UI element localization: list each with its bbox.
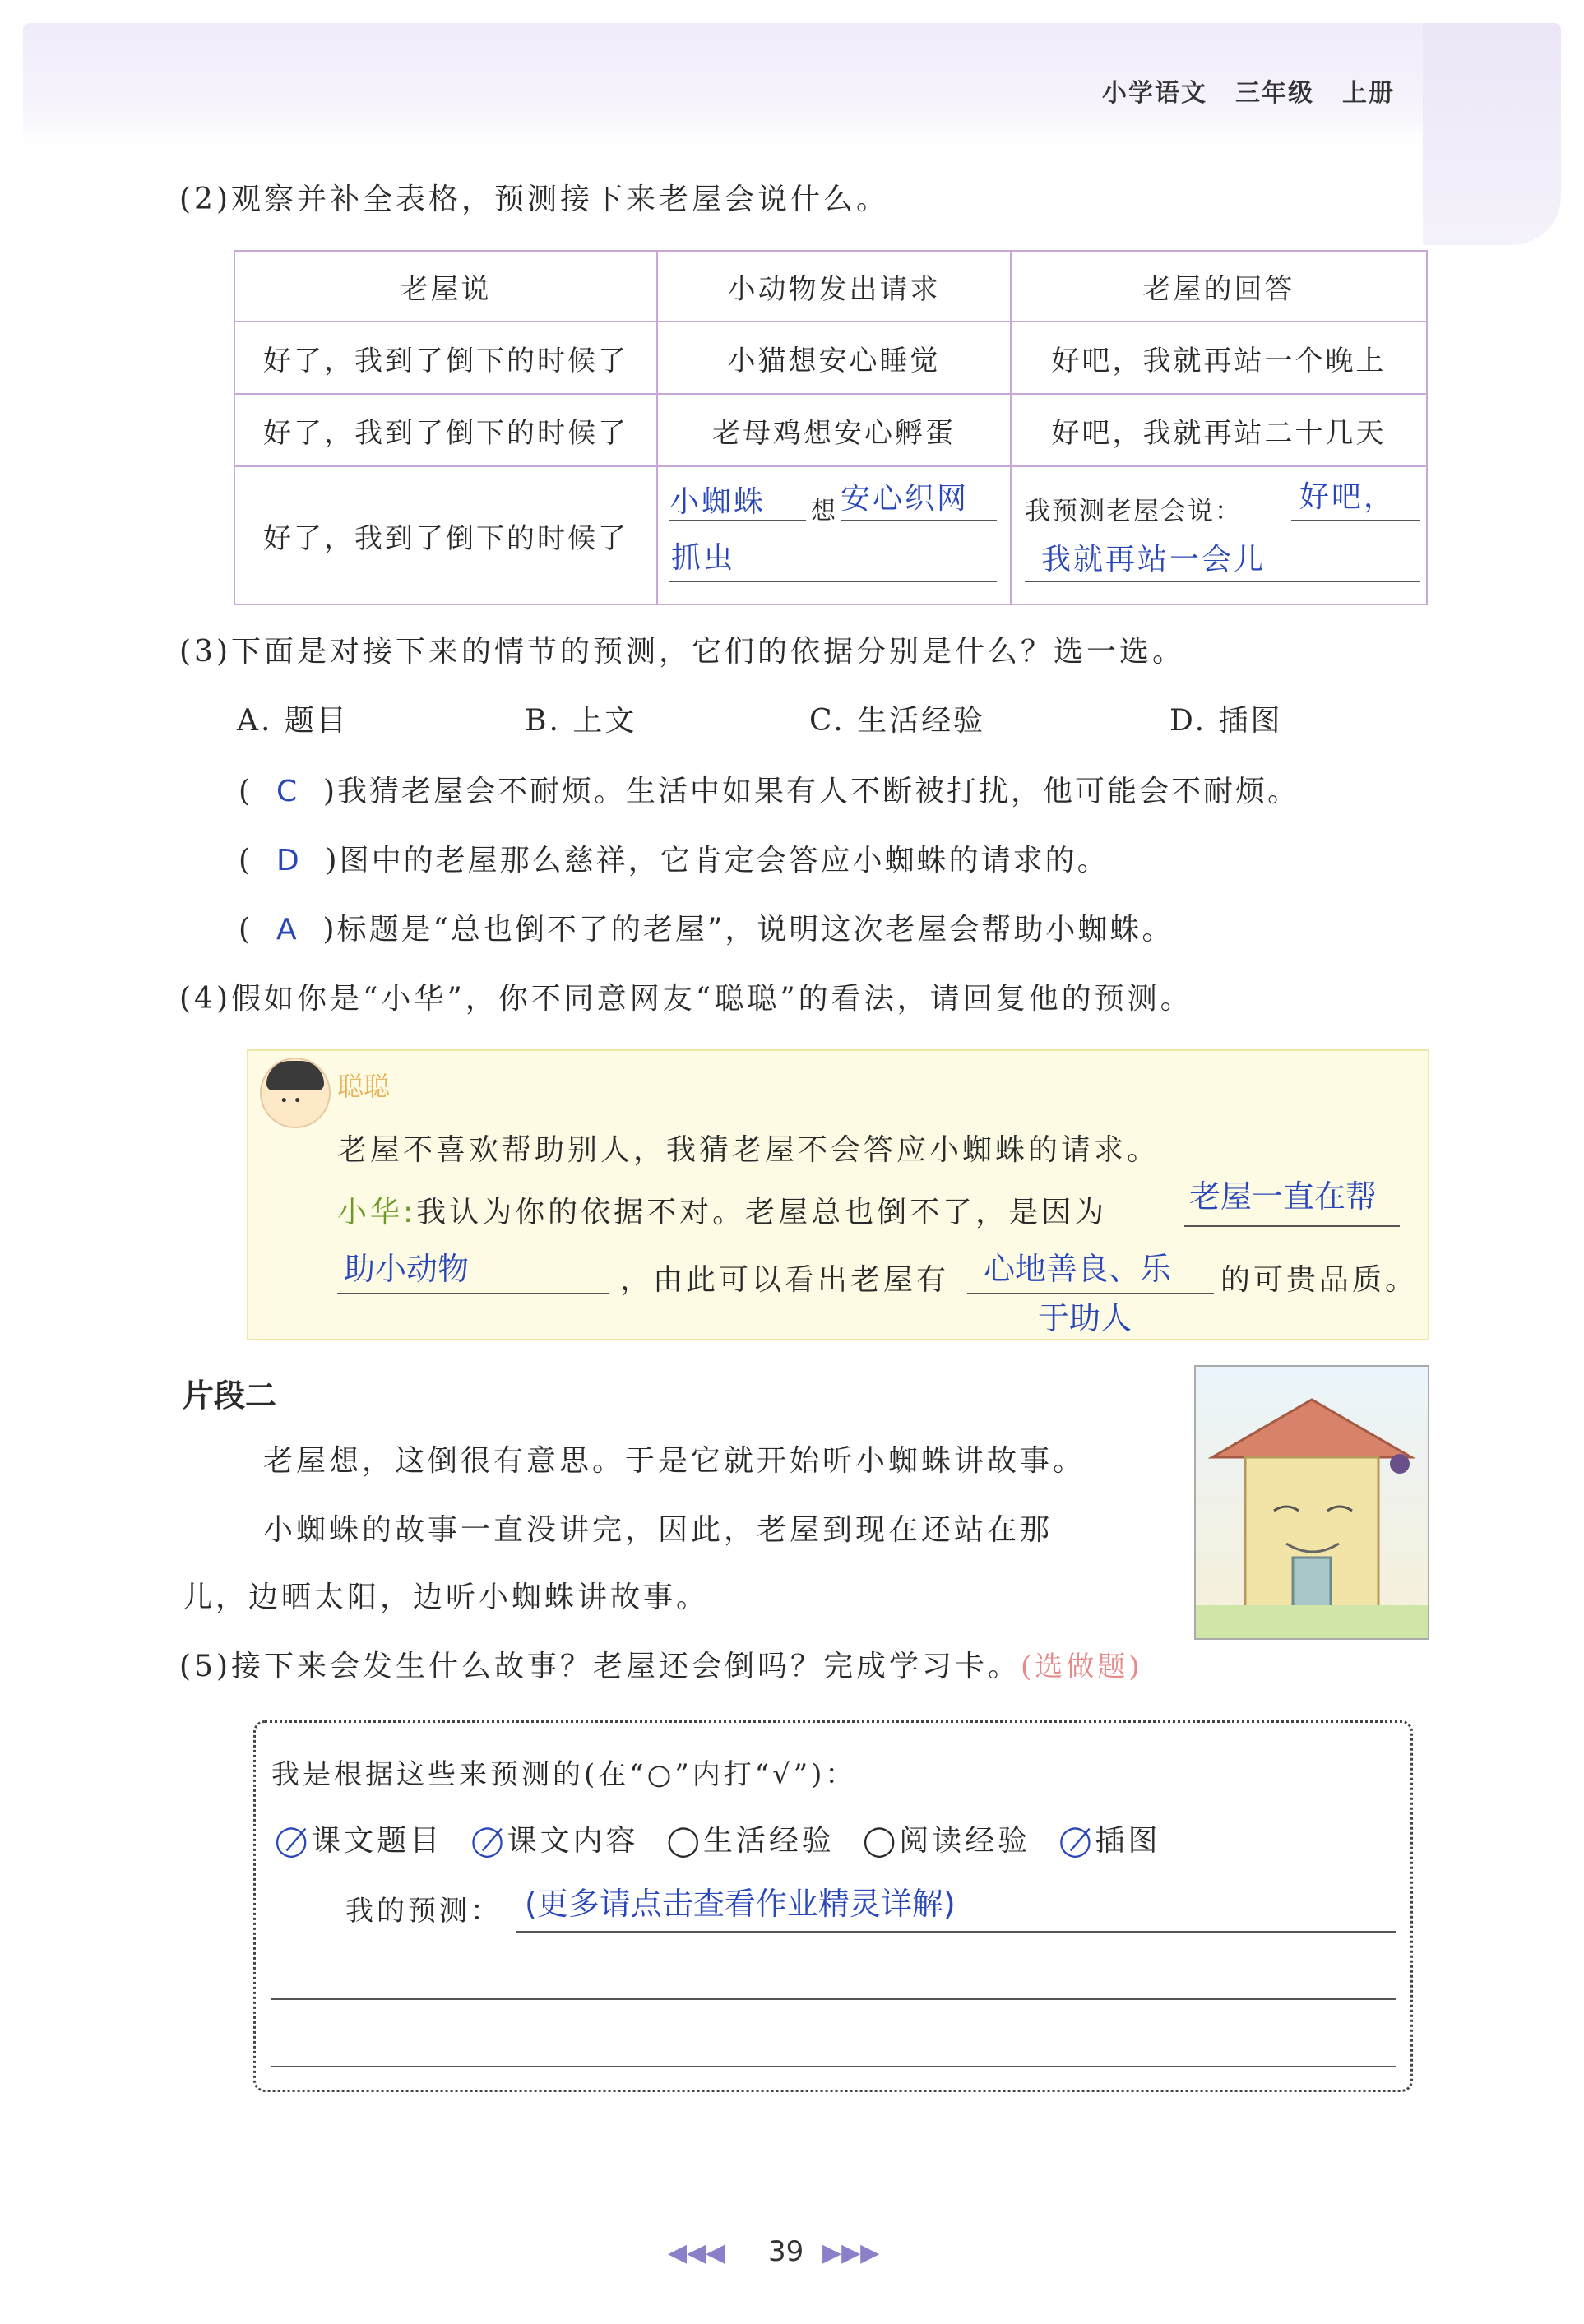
table-header: 老屋的回答	[1011, 251, 1427, 322]
answer-line	[337, 1293, 609, 1294]
section-title: 片段二	[183, 1377, 277, 1414]
answer-line	[516, 1931, 1396, 1933]
option-a: A. 题目	[237, 704, 349, 738]
item-text: 图中的老屋那么慈祥，它肯定会答应小蜘蛛的请求的。	[339, 844, 1109, 877]
choice-row	[275, 1817, 1161, 1859]
prediction-table	[234, 250, 1428, 605]
q4-prompt: (4)假如你是“小华”，你不同意网友“聪聪”的看法，请回复他的预测。	[179, 982, 1193, 1016]
animal-answer: 小蜘蛛	[669, 485, 767, 519]
choice-label: 课文题目	[311, 1824, 443, 1858]
q3-item-2: ( D )图中的老屋那么慈祥，它肯定会答应小蜘蛛的请求的。	[239, 844, 1109, 877]
answer-letter: D	[276, 844, 302, 877]
empty-circle-icon: ◯	[666, 1824, 703, 1858]
table-cell: 好了，我到了倒下的时候了	[234, 466, 657, 604]
choice-item[interactable]	[470, 1817, 638, 1859]
reply-answer-cell	[1011, 466, 1427, 604]
blank1-answer-b: 助小动物	[344, 1251, 470, 1287]
reply-line-1	[337, 1189, 1107, 1231]
answer-line	[669, 581, 997, 582]
answer-line	[841, 520, 997, 521]
answer-line	[1291, 520, 1420, 521]
choice-item[interactable]	[863, 1817, 1031, 1859]
passage-paragraph: 小蜘蛛的故事一直没讲完，因此，老屋到现在还站在那	[263, 1513, 1054, 1547]
choice-item[interactable]	[667, 1817, 835, 1859]
answer-line	[669, 520, 806, 521]
q5-prompt	[179, 1643, 1143, 1685]
reply-mid: ，由此可以看出老屋有	[620, 1263, 950, 1297]
passage-paragraph: 儿，边晒太阳，边听小蜘蛛讲故事。	[183, 1581, 710, 1614]
q3-item-3: ( A )标题是“总也倒不了的老屋”，说明这次老屋会帮助小蜘蛛。	[239, 913, 1174, 947]
blank2-answer-b: 于助人	[1038, 1300, 1132, 1336]
choice-label: 课文内容	[507, 1824, 639, 1858]
checked-circle-icon: ◯̸	[275, 1824, 312, 1858]
answer-letter: C	[276, 775, 300, 808]
request-answer-cell	[657, 466, 1011, 604]
prediction-answer: (更多请点击查看作业精灵详解)	[525, 1886, 956, 1922]
table-header: 小动物发出请求	[657, 251, 1011, 322]
optional-tag: (选做题)	[1021, 1650, 1143, 1683]
option-d: D. 插图	[1169, 704, 1283, 738]
want-answer-2: 抓虫	[671, 541, 736, 575]
reply-end: 的可贵品质。	[1220, 1263, 1419, 1297]
item-text: 标题是“总也倒不了的老屋”，说明这次老屋会帮助小蜘蛛。	[336, 913, 1174, 947]
table-cell: 老母鸡想安心孵蛋	[657, 394, 1011, 466]
passage-paragraph: 老屋想，这倒很有意思。于是它就开始听小蜘蛛讲故事。	[263, 1444, 1086, 1478]
user-name: 聪聪	[337, 1071, 391, 1102]
old-house-icon	[1196, 1367, 1428, 1638]
old-house-illustration	[1194, 1365, 1429, 1640]
choice-label: 生活经验	[702, 1824, 835, 1858]
choice-label: 阅读经验	[899, 1824, 1031, 1858]
table-cell: 好吧，我就再站二十几天	[1011, 394, 1427, 466]
checked-circle-icon: ◯̸	[1058, 1824, 1095, 1858]
avatar: • •	[260, 1058, 331, 1128]
table-cell: 好了，我到了倒下的时候了	[234, 322, 657, 394]
table-cell: 好了，我到了倒下的时候了	[234, 394, 657, 466]
checked-circle-icon: ◯̸	[470, 1824, 507, 1858]
option-c: C. 生活经验	[809, 704, 986, 738]
reply-label: 小华:	[337, 1196, 417, 1229]
want-word: 想	[811, 497, 838, 525]
reply-answer-1: 好吧，	[1299, 480, 1396, 514]
page-number: 39	[768, 2235, 804, 2268]
choice-label: 插图	[1095, 1824, 1161, 1858]
table-cell: 好吧，我就再站一个晚上	[1011, 322, 1427, 394]
next-arrows-icon: ▶▶▶	[822, 2238, 880, 2267]
answer-line	[271, 2066, 1396, 2067]
item-text: 我猜老屋会不耐烦。生活中如果有人不断被打扰，他可能会不耐烦。	[337, 775, 1300, 808]
q2-prompt: (2)观察并补全表格，预测接下来老屋会说什么。	[179, 183, 889, 216]
answer-line	[271, 1998, 1396, 2000]
q5-text: (5)接下来会发生什么故事？老屋还会倒吗？完成学习卡。	[179, 1650, 1021, 1683]
choice-item[interactable]	[1058, 1817, 1160, 1859]
blank1-answer-a: 老屋一直在帮	[1189, 1178, 1378, 1215]
answer-line	[1025, 581, 1420, 582]
grade: 三年级	[1235, 79, 1314, 108]
empty-circle-icon: ◯	[862, 1824, 900, 1858]
answer-line	[1184, 1225, 1400, 1227]
q3-item-1: ( C )我猜老屋会不耐烦。生活中如果有人不断被打扰，他可能会不耐烦。	[239, 775, 1300, 808]
table-cell: 小猫想安心睡觉	[657, 322, 1011, 394]
table-header: 老屋说	[234, 251, 657, 322]
answer-letter: A	[276, 913, 299, 947]
book-header	[1102, 72, 1395, 109]
comment-text: 老屋不喜欢帮助别人，我猜老屋不会答应小蜘蛛的请求。	[337, 1133, 1160, 1167]
card-intro: 我是根据这些来预测的(在“○”内打“√”)：	[271, 1758, 857, 1791]
option-b: B. 上文	[525, 704, 637, 738]
reply-answer-2: 我就再站一会儿	[1041, 543, 1267, 576]
want-answer: 安心织网	[841, 482, 970, 516]
blank2-answer-a: 心地善良、乐	[984, 1251, 1172, 1287]
prev-arrows-icon: ◀◀◀	[668, 2238, 725, 2267]
header-corner-decoration	[1423, 23, 1561, 245]
q3-prompt: (3)下面是对接下来的情节的预测，它们的依据分别是什么？选一选。	[179, 635, 1185, 669]
choice-item[interactable]	[275, 1817, 442, 1859]
my-prediction-label: 我的预测：	[345, 1895, 502, 1928]
volume: 上册	[1342, 79, 1395, 108]
prediction-prefix: 我预测老屋会说：	[1025, 497, 1242, 526]
subject: 小学语文	[1102, 79, 1207, 108]
reply-text: 我认为你的依据不对。老屋总也倒不了，是因为	[416, 1196, 1108, 1229]
